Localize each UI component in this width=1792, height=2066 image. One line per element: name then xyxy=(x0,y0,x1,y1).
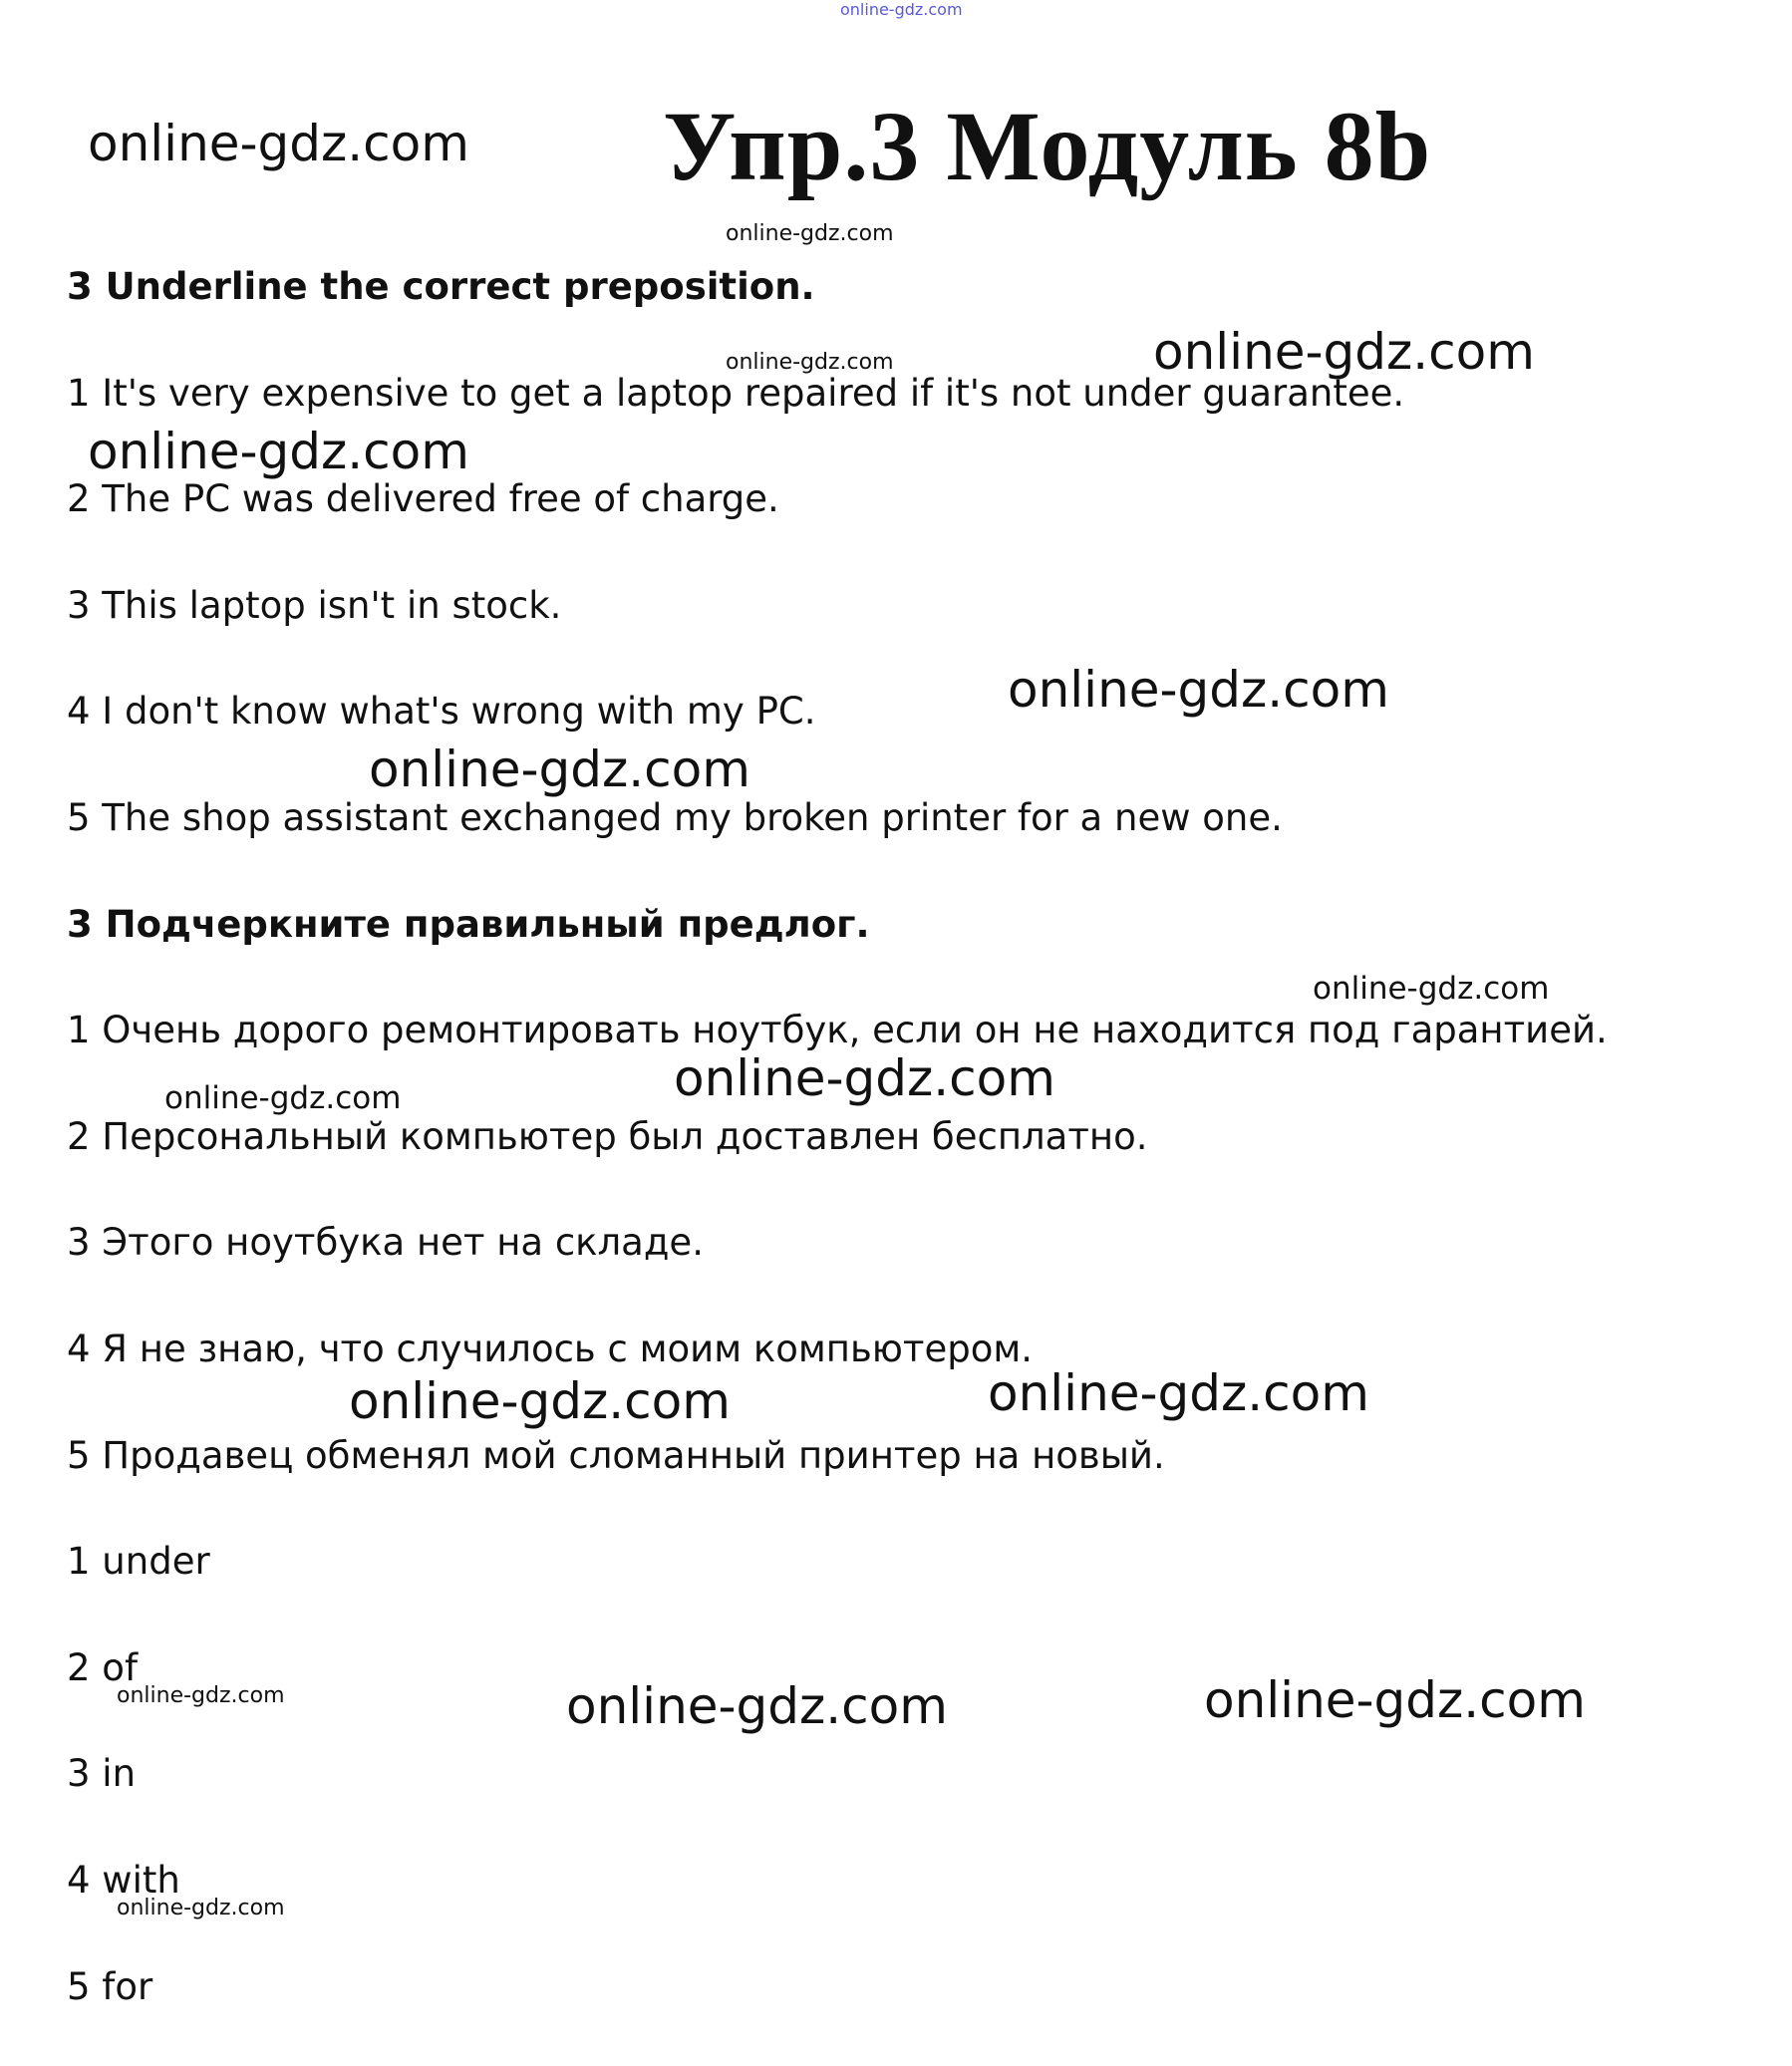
watermark-11: online-gdz.com xyxy=(349,1372,731,1430)
watermark-1: online-gdz.com xyxy=(88,115,469,172)
task-en-item-4: 4 I don't know what's wrong with my PC. xyxy=(67,690,816,733)
watermark-9: online-gdz.com xyxy=(674,1049,1055,1107)
watermark-12: online-gdz.com xyxy=(988,1364,1369,1422)
watermark-14: online-gdz.com xyxy=(566,1677,948,1735)
page-title: Упр.3 Модуль 8b xyxy=(663,91,1432,201)
answer-3: 3 in xyxy=(67,1752,137,1795)
watermark-7: online-gdz.com xyxy=(369,740,750,798)
watermark-top: online-gdz.com xyxy=(840,0,963,19)
task-en-item-3: 3 This laptop isn't in stock. xyxy=(67,584,562,627)
watermark-15: online-gdz.com xyxy=(1204,1671,1586,1729)
watermark-3: online-gdz.com xyxy=(726,350,894,375)
task-en-item-2: 2 The PC was delivered free of charge. xyxy=(67,477,779,520)
task-en-item-1: 1 It's very expensive to get a laptop repaired if it's not under guarantee. xyxy=(67,372,1405,415)
watermark-4: online-gdz.com xyxy=(1153,323,1535,381)
watermark-6: online-gdz.com xyxy=(1008,661,1389,719)
answer-2: 2 of xyxy=(67,1646,138,1689)
task-en-item-5: 5 The shop assistant exchanged my broken printer for a new one. xyxy=(67,796,1283,839)
answer-1: 1 under xyxy=(67,1540,210,1583)
task-ru-item-4: 4 Я не знаю, что случилось с моим компьютером. xyxy=(67,1328,1034,1370)
answer-4: 4 with xyxy=(67,1859,180,1902)
watermark-16: online-gdz.com xyxy=(117,1896,285,1920)
answer-5: 5 for xyxy=(67,1965,153,2008)
task-ru-item-2: 2 Персональный компьютер был доставлен бесплатно. xyxy=(67,1115,1148,1158)
task-ru-item-3: 3 Этого ноутбука нет на складе. xyxy=(67,1221,704,1264)
watermark-13: online-gdz.com xyxy=(117,1683,285,1708)
watermark-10: online-gdz.com xyxy=(164,1080,402,1116)
watermark-5: online-gdz.com xyxy=(88,423,469,480)
task-ru-item-1: 1 Очень дорого ремонтировать ноутбук, если он не находится под гарантией. xyxy=(67,1009,1608,1051)
task-en-heading: 3 Underline the correct preposition. xyxy=(67,265,815,308)
watermark-2: online-gdz.com xyxy=(726,221,894,246)
watermark-8: online-gdz.com xyxy=(1313,971,1550,1007)
task-ru-item-5: 5 Продавец обменял мой сломанный принтер на новый. xyxy=(67,1434,1165,1477)
task-ru-heading: 3 Подчеркните правильный предлог. xyxy=(67,903,870,946)
